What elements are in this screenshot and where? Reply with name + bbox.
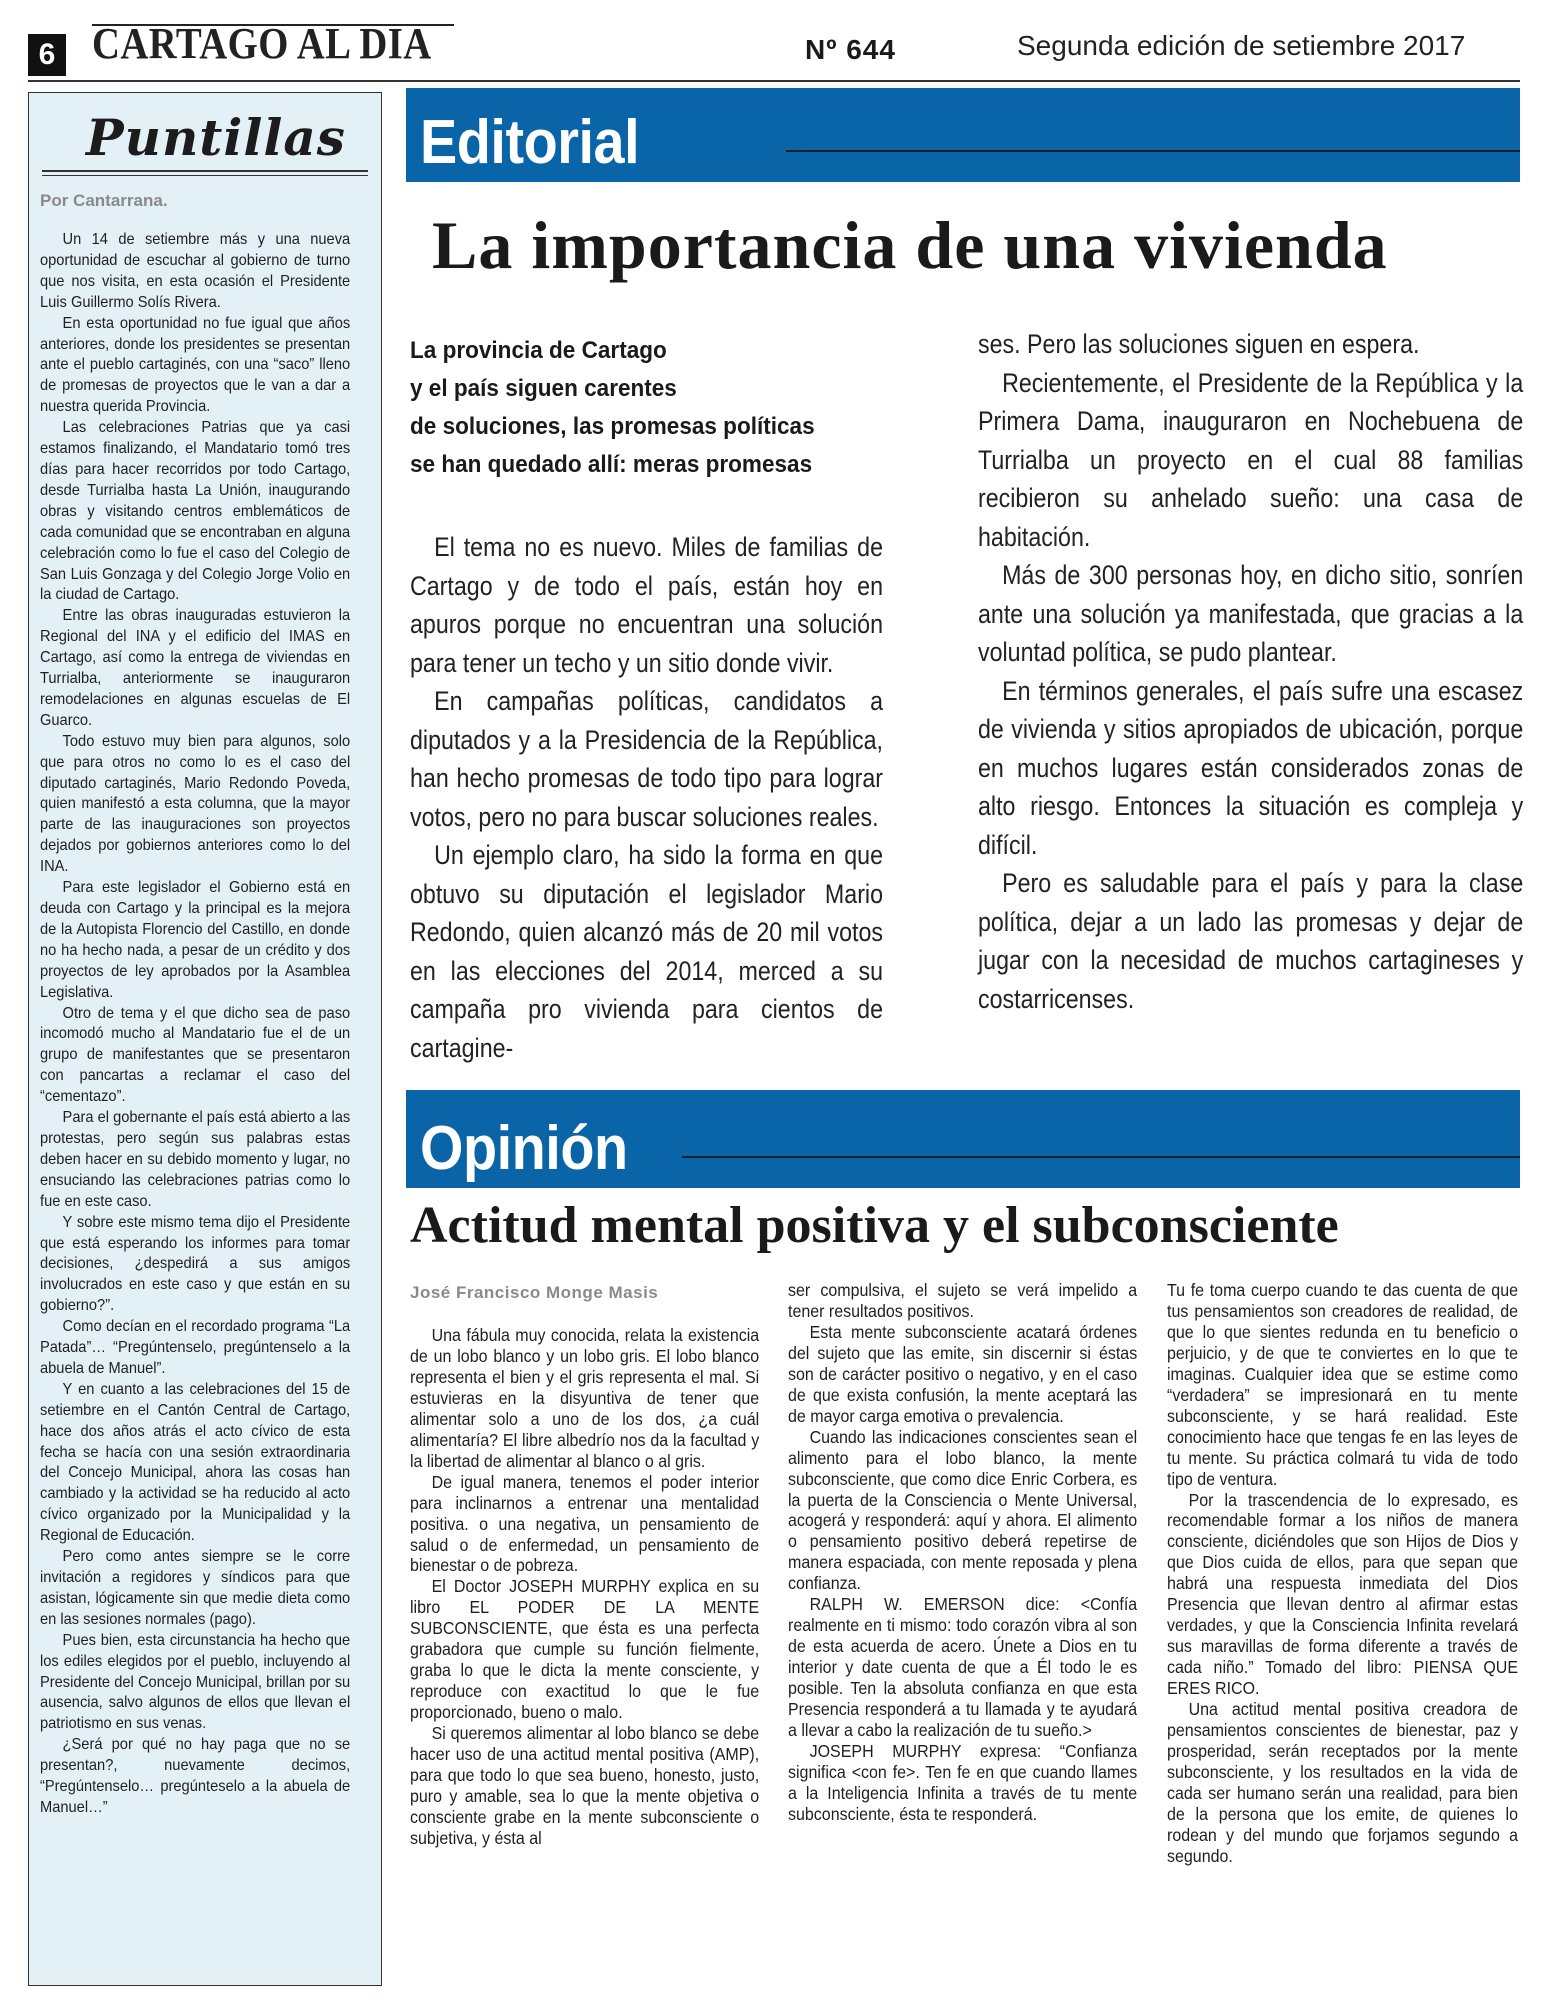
deck-line: se han quedado allí: meras promesas — [410, 451, 813, 478]
paragraph: Un ejemplo claro, ha sido la forma en que obtuvo su diputación el legislador Mario Redondo, quien alcanzó más de 20 mil votos en las elecciones del 2014, merced a su campaña pro vivienda para cientos de cartagine- — [410, 840, 883, 1063]
opinion-column-1 — [410, 1325, 759, 1849]
paragraph: Recientemente, el Presidente de la República y la Primera Dama, inauguraron en Nochebuena de Turrialba un proyecto en el cual 88 familias recibieron su anhelado sueño: una casa de habitación. — [978, 367, 1524, 552]
paragraph: Pues bien, esta circunstancia ha hecho que los ediles elegidos por el pueblo, incluyendo al Presidente del Concejo Municipal, brillan por su ausencia, salvo algunos de ellos que llevan el patriotismo en sus venas. — [40, 1631, 351, 1733]
sidebar-byline: Por Cantarrana. — [40, 191, 168, 210]
opinion-section-bar — [406, 1090, 1520, 1188]
paragraph: El tema no es nuevo. Miles de familias de Cartago y de todo el país, están hoy en apuros porque no encuentran una solución para tener un techo y un sitio donde vivir. — [410, 532, 883, 678]
section-bar-rule — [786, 150, 1520, 152]
opinion-section-label: Opinión — [420, 1114, 628, 1183]
paragraph: Otro de tema y el que dicho sea de paso incomodó mucho al Mandatario fue el de un grupo de manifestantes que se presentaron con pancartas a reclamar el caso del “cementazo”. — [40, 1004, 351, 1106]
opinion-column-2 — [788, 1280, 1137, 1825]
section-bar-rule — [682, 1156, 1520, 1158]
editorial-headline: La importancia de una vivienda — [432, 207, 1388, 283]
deck-line: y el país siguen carentes — [410, 375, 677, 402]
paragraph: Esta mente subconsciente acatará órdenes del sujeto que las emite, sin discernir si éstas son de carácter positivo o negativo, y en el caso de que exista confusión, la mente aceptará las de mayor carga emotiva o prevalencia. — [788, 1321, 1138, 1426]
paragraph: ser compulsiva, el sujeto se verá impelido a tener resultados positivos. — [788, 1280, 1138, 1321]
paragraph: Pero como antes siempre se le corre invitación a regidores y síndicos para que asistan, lógicamente sin que medie dieta como en las sesiones normales (pago). — [40, 1548, 351, 1628]
puntillas-title-rule — [42, 175, 368, 176]
deck-line: La provincia de Cartago — [410, 337, 667, 364]
paragraph: Pero es saludable para el país y para la clase política, dejar a un lado las promesas y dejar de jugar con la necesidad de muchos cartagineses y costarricenses. — [978, 868, 1524, 1014]
edition-date: Segunda edición de setiembre 2017 — [1017, 30, 1466, 61]
paragraph: Por la trascendencia de lo expresado, es recomendable formar a los niños de manera consciente, diciéndoles que son Hijos de Dios y que Dios cuida de ellos, para que sepan que habrá una respuesta inmediata del Dios Presencia que llevan dentro al afirmar estas verdades, y que la Consciencia Infinita revelará sus maravillas de forma diferente a través de cada niño.” Tomado del libro: PIENSA QUE ERES RICO. — [1167, 1489, 1518, 1699]
paragraph: De igual manera, tenemos el poder interior para inclinarnos a entrenar una mentalidad positiva. o una negativa, un pensamiento de salud o de enfermedad, un pensamiento de bienestar o de pobreza. — [410, 1471, 760, 1576]
paragraph: Entre las obras inauguradas estuvieron la Regional del INA y el edificio del IMAS en Cartago, así como la entrega de viviendas en Turrialba, anteriormente se inauguraron remodelaciones en algunas escuelas de El Guarco. — [40, 607, 351, 729]
paragraph: Tu fe toma cuerpo cuando te das cuenta de que tus pensamientos son creadores de realidad, de que lo que sientes redunda en tu beneficio o perjuicio, y de que te conviertes en lo que te imaginas. Cualquier idea que se estime como “verdadera” se impresionará en tu mente subconsciente, y se hará realidad. Este conocimiento hace que tengas fe en las leyes de tu mente. Su práctica colmará tu vida de todo tipo de ventura. — [1167, 1280, 1518, 1489]
paragraph: Un 14 de setiembre más y una nueva oportunidad de escuchar al gobierno de turno que nos visita, en esta ocasión el Presidente Luis Guillermo Solís Rivera. — [40, 231, 351, 311]
paragraph: En términos generales, el país sufre una escasez de vivienda y sitios apropiados de ubicación, porque en muchos lugares están considerados zonas de alto riesgo. Entonces la situación es compleja y difícil. — [978, 675, 1524, 860]
paragraph: ¿Será por qué no hay paga que no se presentan?, nuevamente decimos, “Pregúntenselo… pregúnteselo a la abuela de Manuel…” — [40, 1736, 351, 1816]
paragraph: Una fábula muy conocida, relata la existencia de un lobo blanco y un lobo gris. El lobo blanco representa el bien y el gris representa el mal. Si estuvieras en la disyuntiva de tener que alimentar solo a uno de los dos, ¿a cuál alimentaría? El libre albedrío nos da la facultad y la libertad de alimentar al blanco o al gris. — [410, 1325, 760, 1471]
paragraph: Y sobre este mismo tema dijo el Presidente que está esperando los informes para tomar decisiones, ¿despedirá a sus amigos involucrados en este caso y que están en su gobierno?”. — [40, 1213, 351, 1315]
masthead-divider — [28, 80, 1520, 82]
editorial-section-label: Editorial — [420, 108, 640, 177]
issue-number: Nº 644 — [805, 34, 896, 65]
deck-line: de soluciones, las promesas políticas — [410, 413, 815, 440]
paragraph: Si queremos alimentar al lobo blanco se debe hacer uso de una actitud mental positiva (AMP), para que todo lo que sea bueno, honesto, justo, puro y amable, sea lo que la mente objetiva o consciente grabe en la mente subconsciente o subjetiva, y ésta al — [410, 1723, 760, 1848]
paragraph: ses. Pero las soluciones siguen en espera. — [978, 329, 1420, 359]
paragraph: Las celebraciones Patrias que ya casi estamos finalizando, el Mandatario tomó tres días para hacer recorridos por todo Cartago, desde Turrialba hasta La Unión, inaugurando obras y visitando centros emblemáticos de cada comunidad que se encontraban en alguna celebración como lo fue el caso del Colegio de San Luis Gonzaga y del Colegio Jorge Volio en la ciudad de Cartago. — [40, 419, 351, 604]
paragraph: En campañas políticas, candidatos a diputados y a la Presidencia de la República, han hecho promesas de todo tipo para lograr votos, pero no para buscar soluciones reales. — [410, 686, 883, 832]
editorial-deck — [410, 332, 888, 484]
opinion-headline: Actitud mental positiva y el subconsciente — [410, 1197, 1339, 1254]
paragraph: Más de 300 personas hoy, en dicho sitio, sonríen ante una solución ya manifestada, que gracias a la voluntad política, se pudo plantear. — [978, 560, 1524, 667]
editorial-column-1 — [410, 528, 883, 1067]
paragraph: Todo estuvo muy bien para algunos, solo que para otros no como lo es el caso del diputado cartaginés, Mario Redondo Poveda, quien manifestó a esta columna, que la mayor parte de las inauguraciones son proyectos dejados por gobiernos anteriores como lo del INA. — [40, 732, 351, 876]
opinion-byline: José Francisco Monge Masis — [410, 1283, 659, 1302]
paragraph: Como decían en el recordado programa “La Patada”… “Pregúntenselo, pregúntenselo a la abuela de Manuel”. — [40, 1318, 351, 1377]
paragraph: Y en cuanto a las celebraciones del 15 de setiembre en el Cantón Central de Cartago, hace dos años atrás el acto cívico de esta fecha se hacía con una sesión extraordinaria del Concejo Municipal, ahora las cosas han cambiado y la actividad se ha reducido al acto cívico organizado por la Municipalidad y la Regional de Educación. — [40, 1380, 351, 1545]
paragraph: Para el gobernante el país está abierto a las protestas, pero según sus palabras estas deben hacer en su debido momento y lugar, no ensuciando las celebraciones patrias como lo fue en este caso. — [40, 1109, 351, 1210]
paragraph: Para este legislador el Gobierno está en deuda con Cartago y la principal es la mejora de la Autopista Florencio del Castillo, en donde no ha hecho nada, a pesar de un crédito y dos proyectos de ley aprobados por la Asamblea Legislativa. — [40, 879, 351, 1001]
paragraph: El Doctor JOSEPH MURPHY explica en su libro EL PODER DE LA MENTE SUBCONSCIENTE, que ésta es una perfecta grabadora que cumple su función fielmente, graba lo que le dicta la mente consciente, y reproduce con exactitud lo que le fue proporcionado, bueno o malo. — [410, 1576, 760, 1723]
newspaper-logo: CARTAGO AL DIA — [92, 19, 432, 68]
paragraph: RALPH W. EMERSON dice: <Confía realmente en ti mismo: todo corazón vibra al son de esta acuerda de acero. Únete a Dios en tu interior y date cuenta de que a Él todo le es posible. Ten la absoluta confianza en que esta Presencia responderá a tu llamada y te ayudará a llevar a cabo la realización de tu sueño.> — [788, 1594, 1138, 1741]
paragraph: JOSEPH MURPHY expresa: “Confianza significa <con fe>. Ten fe en que cuando llames a la Inteligencia Infinita a través de tu mente subconsciente, ésta te responderá. — [788, 1740, 1138, 1824]
editorial-column-2 — [978, 325, 1523, 1018]
paragraph: En esta oportunidad no fue igual que años anteriores, donde los presidentes se presentan ante el pueblo cartaginés, con una “saco” lleno de promesas de proyectos que le van a dar a nuestra querida Provincia. — [40, 314, 351, 416]
opinion-column-3 — [1167, 1280, 1518, 1867]
puntillas-title-rule — [42, 170, 368, 172]
editorial-section-bar — [406, 88, 1520, 182]
page-number: 6 — [28, 34, 66, 76]
paragraph: Una actitud mental positiva creadora de pensamientos conscientes de bienestar, paz y prosperidad, serán receptados por la mente subconsciente, y los resultados en la vida de cada ser humano serán una realidad, para bien de la persona que los emite, de quienes lo rodean y del mundo que forjamos segundo a segundo. — [1167, 1699, 1518, 1866]
puntillas-title: Puntillas — [86, 108, 346, 167]
puntillas-body — [40, 230, 350, 1819]
paragraph: Cuando las indicaciones conscientes sean el alimento para el lobo blanco, la mente subconsciente, que como dice Enric Corbera, es la puerta de la Consciencia o Mente Universal, acogerá y responderá: aquí y ahora. El alimento o pensamiento positivo deberá repetirse de manera espaciada, con mente reposada y plena confianza. — [788, 1426, 1138, 1594]
